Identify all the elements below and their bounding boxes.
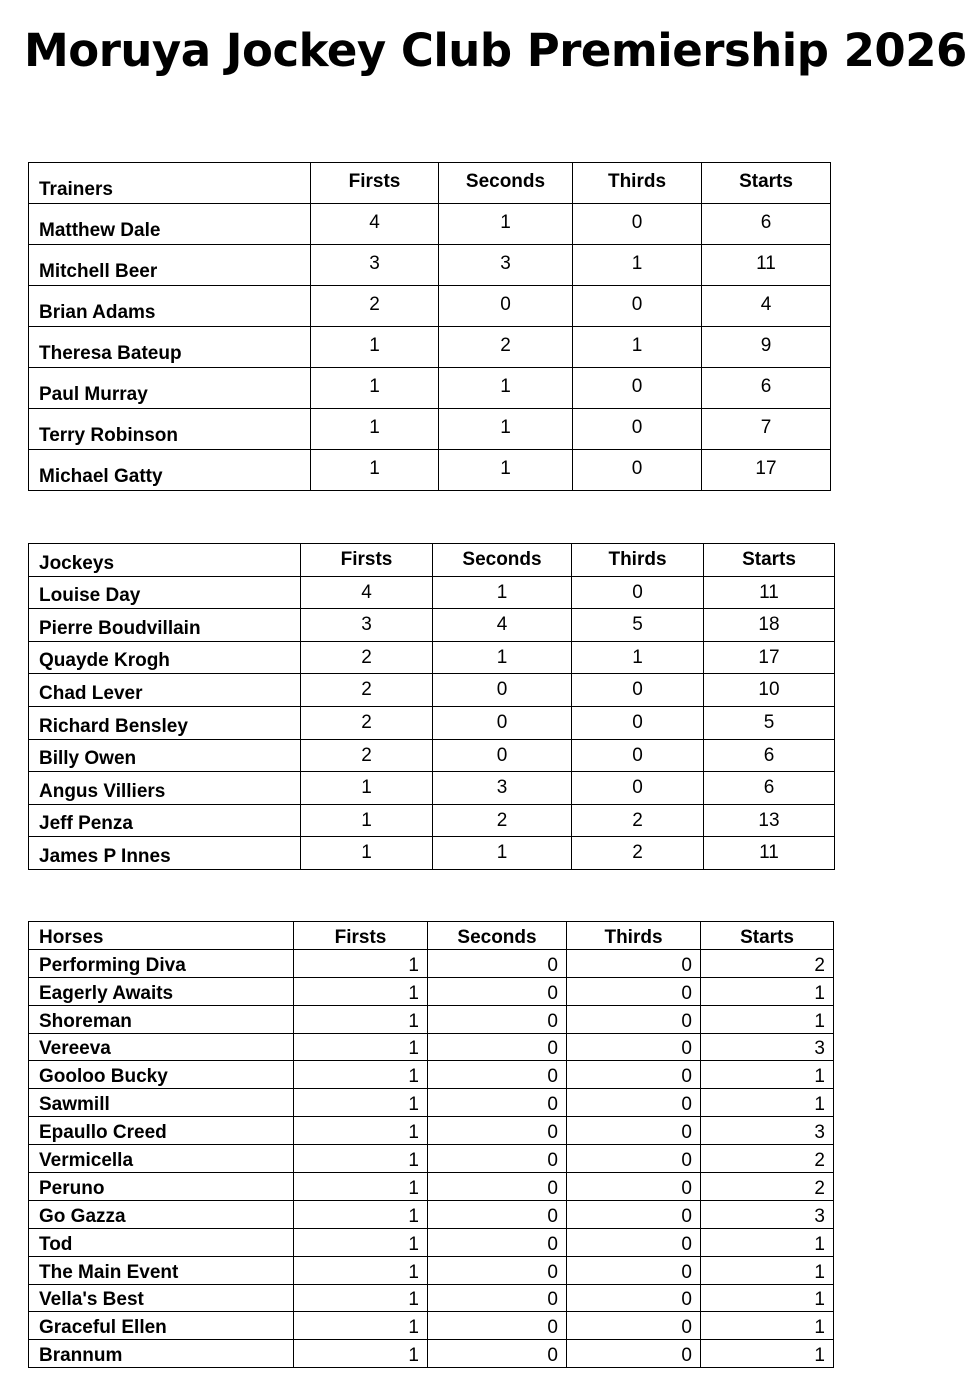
cell-thirds: 0 [567,1284,701,1312]
cell-starts: 1 [701,1312,834,1340]
row-name: Gooloo Bucky [29,1061,294,1089]
cell-seconds: 4 [433,609,572,642]
jockeys-header: Jockeys [29,544,301,577]
row-name: Richard Bensley [29,706,301,739]
cell-starts: 6 [702,204,831,245]
cell-firsts: 2 [301,641,433,674]
cell-seconds: 1 [439,368,573,409]
cell-firsts: 1 [311,327,439,368]
column-header-seconds: Seconds [433,544,572,577]
cell-thirds: 5 [572,609,704,642]
cell-seconds: 3 [439,245,573,286]
cell-firsts: 4 [311,204,439,245]
table-header-row [29,544,835,577]
cell-starts: 1 [701,1228,834,1256]
cell-seconds: 1 [433,641,572,674]
cell-thirds: 0 [567,949,701,977]
cell-firsts: 1 [294,1033,428,1061]
cell-starts: 17 [702,450,831,491]
table-row [29,977,834,1005]
cell-firsts: 1 [294,1089,428,1117]
cell-firsts: 3 [301,609,433,642]
cell-firsts: 1 [294,1228,428,1256]
row-name: Angus Villiers [29,772,301,805]
table-row [29,1033,834,1061]
table-row [29,609,835,642]
cell-seconds: 2 [439,327,573,368]
jockeys-table [28,543,835,870]
table-row [29,739,835,772]
table-row [29,1228,834,1256]
row-name: Brannum [29,1340,294,1368]
cell-seconds: 0 [433,706,572,739]
row-name: Mitchell Beer [29,245,311,286]
cell-seconds: 0 [428,1061,567,1089]
cell-seconds: 1 [433,576,572,609]
table-row [29,804,835,837]
cell-thirds: 0 [572,706,704,739]
row-name: Billy Owen [29,739,301,772]
row-name: Matthew Dale [29,204,311,245]
cell-seconds: 0 [428,1117,567,1145]
cell-starts: 3 [701,1033,834,1061]
table-row [29,1005,834,1033]
cell-firsts: 1 [294,1340,428,1368]
column-header-seconds: Seconds [428,922,567,950]
cell-starts: 5 [704,706,835,739]
cell-firsts: 1 [294,1200,428,1228]
cell-seconds: 0 [439,286,573,327]
column-header-firsts: Firsts [294,922,428,950]
row-name: Pierre Boudvillain [29,609,301,642]
row-name: Sawmill [29,1089,294,1117]
cell-thirds: 0 [567,1089,701,1117]
row-name: Chad Lever [29,674,301,707]
cell-seconds: 1 [439,409,573,450]
cell-thirds: 1 [572,641,704,674]
row-name: Shoreman [29,1005,294,1033]
row-name: Brian Adams [29,286,311,327]
cell-starts: 2 [701,949,834,977]
cell-seconds: 1 [439,450,573,491]
table-row [29,1284,834,1312]
cell-seconds: 0 [428,1256,567,1284]
cell-firsts: 2 [301,739,433,772]
cell-firsts: 2 [311,286,439,327]
table-row [29,674,835,707]
table-row [29,409,831,450]
row-name: Paul Murray [29,368,311,409]
cell-seconds: 2 [433,804,572,837]
table-header-row [29,163,831,204]
cell-seconds: 1 [439,204,573,245]
table-row [29,1089,834,1117]
cell-thirds: 0 [572,674,704,707]
cell-firsts: 3 [311,245,439,286]
row-name: Epaullo Creed [29,1117,294,1145]
row-name: Graceful Ellen [29,1312,294,1340]
cell-starts: 1 [701,1284,834,1312]
table-row [29,1145,834,1173]
cell-firsts: 1 [294,977,428,1005]
cell-starts: 1 [701,1340,834,1368]
cell-firsts: 1 [294,949,428,977]
column-header-thirds: Thirds [572,544,704,577]
cell-thirds: 0 [567,1005,701,1033]
cell-thirds: 0 [572,576,704,609]
cell-firsts: 1 [294,1312,428,1340]
cell-firsts: 1 [294,1284,428,1312]
row-name: Go Gazza [29,1200,294,1228]
cell-starts: 1 [701,1256,834,1284]
cell-thirds: 2 [572,837,704,870]
cell-seconds: 0 [428,1200,567,1228]
row-name: Theresa Bateup [29,327,311,368]
cell-starts: 11 [704,837,835,870]
column-header-firsts: Firsts [301,544,433,577]
row-name: Quayde Krogh [29,641,301,674]
cell-seconds: 0 [433,674,572,707]
cell-thirds: 0 [567,1256,701,1284]
cell-starts: 17 [704,641,835,674]
cell-seconds: 0 [428,1340,567,1368]
cell-thirds: 0 [572,772,704,805]
cell-firsts: 1 [301,837,433,870]
table-row [29,1340,834,1368]
row-name: James P Innes [29,837,301,870]
cell-seconds: 0 [428,1228,567,1256]
cell-thirds: 2 [572,804,704,837]
cell-thirds: 0 [573,204,702,245]
cell-starts: 1 [701,1005,834,1033]
row-name: Louise Day [29,576,301,609]
horses-header: Horses [29,922,294,950]
table-row [29,245,831,286]
table-row [29,837,835,870]
cell-starts: 18 [704,609,835,642]
cell-thirds: 0 [572,739,704,772]
cell-firsts: 1 [294,1005,428,1033]
cell-starts: 1 [701,977,834,1005]
table-row [29,1061,834,1089]
cell-seconds: 0 [428,977,567,1005]
cell-seconds: 1 [433,837,572,870]
table-row [29,1200,834,1228]
cell-thirds: 0 [567,1173,701,1201]
cell-seconds: 0 [428,949,567,977]
cell-thirds: 0 [573,368,702,409]
cell-seconds: 3 [433,772,572,805]
row-name: Vermicella [29,1145,294,1173]
cell-starts: 4 [702,286,831,327]
cell-thirds: 0 [567,1228,701,1256]
cell-starts: 6 [702,368,831,409]
column-header-starts: Starts [701,922,834,950]
cell-seconds: 0 [428,1005,567,1033]
page-title: Moruya Jockey Club Premiership 2026 [24,24,967,77]
cell-thirds: 0 [567,1117,701,1145]
cell-thirds: 0 [573,409,702,450]
column-header-starts: Starts [702,163,831,204]
cell-firsts: 1 [301,772,433,805]
cell-thirds: 0 [567,1340,701,1368]
cell-starts: 11 [702,245,831,286]
column-header-seconds: Seconds [439,163,573,204]
cell-thirds: 0 [567,1061,701,1089]
row-name: Tod [29,1228,294,1256]
cell-firsts: 1 [294,1145,428,1173]
cell-seconds: 0 [428,1312,567,1340]
row-name: Jeff Penza [29,804,301,837]
cell-firsts: 1 [311,450,439,491]
cell-starts: 6 [704,772,835,805]
cell-starts: 11 [704,576,835,609]
table-row [29,576,835,609]
cell-starts: 7 [702,409,831,450]
column-header-thirds: Thirds [573,163,702,204]
trainers-table [28,162,831,491]
cell-seconds: 0 [433,739,572,772]
cell-thirds: 0 [567,1312,701,1340]
table-row [29,641,835,674]
cell-firsts: 1 [301,804,433,837]
cell-starts: 1 [701,1089,834,1117]
cell-thirds: 0 [567,1200,701,1228]
table-row [29,706,835,739]
cell-thirds: 0 [573,286,702,327]
table-row [29,450,831,491]
cell-seconds: 0 [428,1033,567,1061]
cell-seconds: 0 [428,1089,567,1117]
cell-thirds: 0 [567,1033,701,1061]
cell-seconds: 0 [428,1284,567,1312]
table-row [29,949,834,977]
table-row [29,204,831,245]
row-name: Vereeva [29,1033,294,1061]
cell-firsts: 2 [301,706,433,739]
table-row [29,772,835,805]
cell-firsts: 1 [311,409,439,450]
row-name: Michael Gatty [29,450,311,491]
cell-firsts: 2 [301,674,433,707]
row-name: The Main Event [29,1256,294,1284]
cell-thirds: 0 [567,1145,701,1173]
cell-thirds: 1 [573,245,702,286]
cell-starts: 3 [701,1200,834,1228]
column-header-firsts: Firsts [311,163,439,204]
table-row [29,1173,834,1201]
row-name: Terry Robinson [29,409,311,450]
cell-starts: 13 [704,804,835,837]
cell-thirds: 0 [567,977,701,1005]
row-name: Vella's Best [29,1284,294,1312]
row-name: Eagerly Awaits [29,977,294,1005]
cell-seconds: 0 [428,1173,567,1201]
cell-seconds: 0 [428,1145,567,1173]
cell-firsts: 1 [294,1061,428,1089]
column-header-thirds: Thirds [567,922,701,950]
horses-table [28,921,834,1368]
cell-starts: 6 [704,739,835,772]
cell-thirds: 0 [573,450,702,491]
cell-starts: 1 [701,1061,834,1089]
table-row [29,1312,834,1340]
table-row [29,327,831,368]
cell-firsts: 1 [294,1173,428,1201]
table-row [29,1117,834,1145]
row-name: Peruno [29,1173,294,1201]
cell-starts: 9 [702,327,831,368]
column-header-starts: Starts [704,544,835,577]
table-row [29,1256,834,1284]
row-name: Performing Diva [29,949,294,977]
cell-starts: 2 [701,1145,834,1173]
cell-starts: 2 [701,1173,834,1201]
table-row [29,368,831,409]
cell-firsts: 1 [294,1256,428,1284]
cell-thirds: 1 [573,327,702,368]
cell-starts: 3 [701,1117,834,1145]
cell-firsts: 1 [311,368,439,409]
table-row [29,286,831,327]
table-header-row [29,922,834,950]
cell-firsts: 1 [294,1117,428,1145]
cell-starts: 10 [704,674,835,707]
trainers-header: Trainers [29,163,311,204]
cell-firsts: 4 [301,576,433,609]
